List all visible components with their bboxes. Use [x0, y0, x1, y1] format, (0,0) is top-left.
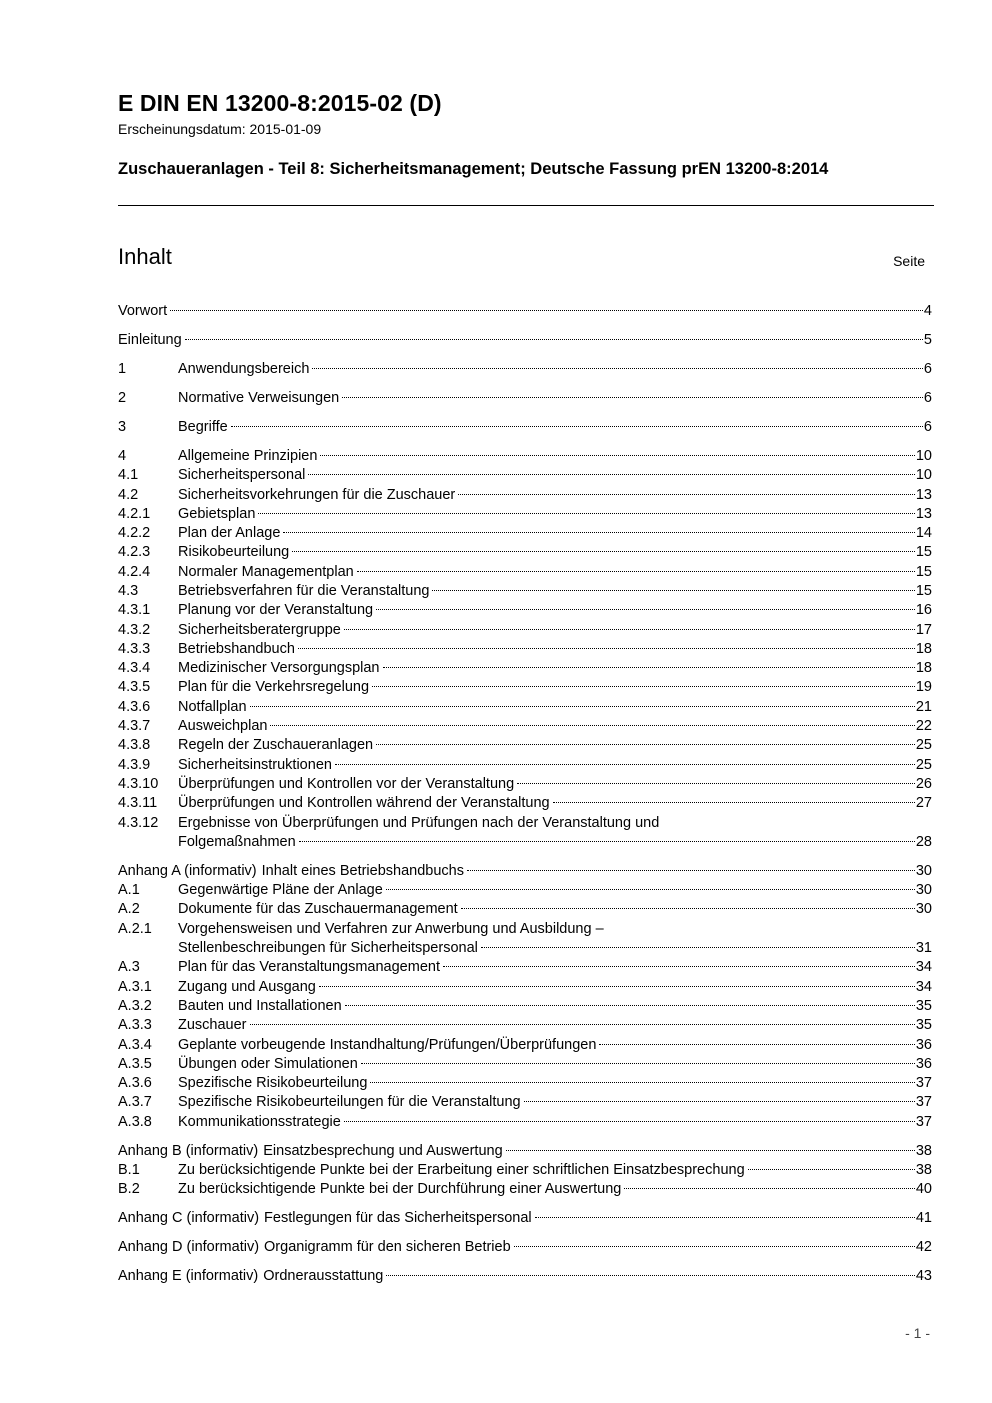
toc-entry-title: Anwendungsbereich: [178, 360, 310, 377]
toc-entry-number: A.3.7: [118, 1094, 152, 1111]
toc-entry[interactable]: [118, 543, 932, 562]
toc-entry-title: Zu berücksichtigende Punkte bei der Durchführung einer Auswertung: [178, 1181, 622, 1198]
toc-entry-number: 4.3: [118, 583, 139, 599]
toc-entry-title: Begriffe: [178, 418, 228, 435]
toc-entry-page: 15: [915, 563, 932, 580]
toc-entry[interactable]: [118, 920, 932, 959]
toc-entry-page: 34: [915, 978, 932, 995]
toc-entry-title: Zugang und Ausgang: [178, 978, 316, 995]
toc-entry-page: 38: [915, 1161, 932, 1178]
toc-entry-title: Regeln der Zuschaueranlagen: [178, 737, 374, 754]
toc-entry-page: 6: [923, 418, 932, 435]
toc-entry-page: 35: [915, 997, 932, 1014]
toc-entry[interactable]: [118, 505, 932, 524]
toc-entry-title: Ordnerausstattung: [263, 1268, 384, 1285]
dot-leader: [524, 1101, 915, 1102]
toc-entry-title: Inhalt eines Betriebshandbuchs: [261, 862, 464, 879]
toc-entry[interactable]: [118, 621, 932, 640]
toc-entry-page: 36: [915, 1055, 932, 1072]
toc-entry-title: Spezifische Risikobeurteilungen für die Veranstaltung: [178, 1094, 521, 1111]
dot-leader: [345, 1005, 915, 1006]
dot-leader: [386, 889, 915, 890]
toc-entry-title-continued: Stellenbeschreibungen für Sicherheitspersonal: [178, 940, 478, 957]
toc-entry-title: Kommunikationsstrategie: [178, 1113, 341, 1130]
toc-entry-number: A.3.5: [118, 1055, 152, 1072]
toc-entry-title: Einleitung: [118, 331, 182, 348]
toc-entry[interactable]: [118, 302, 932, 321]
toc-entry[interactable]: [118, 1055, 932, 1074]
toc-entry-number: B.1: [118, 1161, 140, 1178]
toc-entry-page: 22: [915, 718, 932, 735]
page-number: - 1 -: [905, 1325, 930, 1341]
toc-entry[interactable]: [118, 1180, 932, 1199]
toc-entry[interactable]: [118, 1016, 932, 1035]
toc-entry-number: B.2: [118, 1181, 140, 1198]
toc-entry[interactable]: [118, 640, 932, 659]
toc-entry-number: 4: [118, 447, 127, 464]
toc-entry[interactable]: [118, 1161, 932, 1180]
toc-entry[interactable]: [118, 1093, 932, 1112]
toc-entry-number: A.3.3: [118, 1017, 152, 1034]
toc-entry-title: Überprüfungen und Kontrollen während der Veranstaltung: [178, 795, 550, 812]
dot-leader: [461, 908, 915, 909]
toc-entry-number: 4.3.12: [118, 814, 159, 831]
toc-entry-page: 18: [915, 660, 932, 677]
dot-leader: [319, 986, 915, 987]
dot-leader: [458, 494, 915, 495]
dot-leader: [344, 629, 915, 630]
toc-entry-title: Plan für die Verkehrsregelung: [178, 679, 370, 696]
document-subtitle: Zuschaueranlagen - Teil 8: Sicherheitsmanagement; Deutsche Fassung prEN 13200-8:2014: [118, 160, 829, 178]
toc-entry[interactable]: [118, 756, 932, 775]
toc-entry-page: 34: [915, 959, 932, 976]
toc-entry-number: 2: [118, 389, 127, 406]
toc-entry[interactable]: [118, 486, 932, 505]
dot-leader: [250, 1024, 915, 1025]
dot-leader: [506, 1150, 915, 1151]
toc-entry-page: 37: [915, 1075, 932, 1092]
toc-entry-page: 5: [923, 331, 932, 348]
toc-entry-number: 4.2.3: [118, 544, 151, 561]
dot-leader: [292, 551, 915, 552]
annex-label: Anhang E (informativ): [118, 1268, 259, 1285]
toc-entry-title: Medizinischer Versorgungsplan: [178, 660, 380, 677]
toc-entry-number: 4.2: [118, 486, 139, 503]
dot-leader: [443, 966, 915, 967]
dot-leader: [250, 706, 915, 707]
toc-entry-page: 13: [915, 505, 932, 522]
toc-entry-title: Übungen oder Simulationen: [178, 1055, 358, 1072]
annex-label: Anhang D (informativ): [118, 1239, 260, 1256]
dot-leader: [370, 1082, 914, 1083]
dot-leader: [376, 609, 915, 610]
toc-entry[interactable]: [118, 447, 932, 466]
annex-label: Anhang A (informativ): [118, 862, 257, 879]
dot-leader: [231, 426, 923, 427]
toc-entry-page: 26: [915, 775, 932, 792]
table-of-contents: [118, 302, 932, 1287]
toc-entry-page: 35: [915, 1017, 932, 1034]
toc-entry-number: 4.3.4: [118, 660, 151, 677]
toc-entry-number: 4.3.9: [118, 756, 151, 773]
dot-leader: [553, 802, 915, 803]
toc-entry[interactable]: [118, 418, 932, 437]
toc-entry-page: 31: [915, 940, 932, 957]
toc-entry-page: 25: [915, 756, 932, 773]
toc-entry-number: 3: [118, 418, 127, 435]
toc-entry-page: 15: [915, 544, 932, 561]
dot-leader: [376, 744, 915, 745]
dot-leader: [170, 310, 923, 311]
toc-entry[interactable]: [118, 717, 932, 736]
toc-entry-title: Bauten und Installationen: [178, 997, 342, 1014]
toc-entry-number: A.2.1: [118, 920, 152, 937]
toc-entry-title: Allgemeine Prinzipien: [178, 447, 318, 464]
dot-leader: [357, 571, 915, 572]
toc-entry-title: Sicherheitsinstruktionen: [178, 756, 332, 773]
dot-leader: [361, 1063, 915, 1064]
toc-entry-title: Betriebshandbuch: [178, 640, 295, 657]
toc-entry-page: 15: [915, 583, 932, 599]
toc-entry[interactable]: [118, 978, 932, 997]
toc-entry[interactable]: [118, 582, 932, 601]
toc-entry-number: 1: [118, 360, 127, 377]
toc-entry-title: Spezifische Risikobeurteilung: [178, 1075, 368, 1092]
dot-leader: [624, 1188, 915, 1189]
dot-leader: [383, 667, 915, 668]
toc-entry[interactable]: [118, 659, 932, 678]
toc-entry-number: A.3.6: [118, 1075, 152, 1092]
toc-entry-title: Normaler Managementplan: [178, 563, 354, 580]
toc-entry[interactable]: [118, 775, 932, 794]
toc-entry-page: 36: [915, 1036, 932, 1053]
dot-leader: [432, 590, 914, 591]
toc-entry-number: 4.3.6: [118, 698, 151, 715]
toc-entry[interactable]: [118, 958, 932, 977]
dot-leader: [335, 764, 915, 765]
toc-entry-number: A.3.8: [118, 1113, 152, 1130]
toc-entry-page: 40: [915, 1181, 932, 1198]
document-title: E DIN EN 13200-8:2015-02 (D): [118, 90, 442, 116]
toc-heading: Inhalt: [118, 244, 172, 269]
toc-entry-page: 13: [915, 486, 932, 503]
toc-entry-page: 16: [915, 602, 932, 619]
toc-entry-title: Planung vor der Veranstaltung: [178, 602, 374, 619]
toc-entry-page: 28: [915, 833, 932, 850]
toc-entry-page: 19: [915, 679, 932, 696]
toc-entry-number: 4.3.8: [118, 737, 151, 754]
toc-entry-title: Ergebnisse von Überprüfungen und Prüfungen nach der Veranstaltung und: [178, 814, 660, 831]
toc-entry-title: Betriebsverfahren für die Veranstaltung: [178, 583, 430, 599]
toc-entry-title: Plan der Anlage: [178, 525, 281, 542]
toc-entry-page: 30: [915, 901, 932, 918]
toc-entry-page: 14: [915, 525, 932, 542]
toc-entry-page: 21: [915, 698, 932, 715]
toc-entry-number: A.3.2: [118, 997, 152, 1014]
toc-entry[interactable]: [118, 563, 932, 582]
toc-entry[interactable]: [118, 1209, 932, 1228]
toc-entry-title: Zuschauer: [178, 1017, 247, 1034]
toc-entry-number: 4.2.4: [118, 563, 151, 580]
dot-leader: [344, 1121, 915, 1122]
toc-entry[interactable]: [118, 881, 932, 900]
dot-leader: [298, 648, 915, 649]
dot-leader: [270, 725, 914, 726]
toc-entry-title: Sicherheitsvorkehrungen für die Zuschauer: [178, 486, 456, 503]
toc-entry-number: 4.3.11: [118, 795, 158, 812]
toc-entry-title: Dokumente für das Zuschauermanagement: [178, 901, 458, 918]
dot-leader: [386, 1275, 915, 1276]
toc-entry-number: 4.3.10: [118, 775, 159, 792]
toc-entry-page: 41: [915, 1210, 932, 1227]
toc-entry-title: Festlegungen für das Sicherheitspersonal: [264, 1210, 532, 1227]
dot-leader: [308, 474, 915, 475]
toc-entry[interactable]: [118, 997, 932, 1016]
annex-label: Anhang C (informativ): [118, 1210, 260, 1227]
toc-page-column-label: Seite: [893, 253, 925, 269]
toc-entry-title: Organigramm für den sicheren Betrieb: [264, 1239, 511, 1256]
toc-entry-title: Vorgehensweisen und Verfahren zur Anwerbung und Ausbildung –: [178, 920, 604, 937]
dot-leader: [372, 686, 915, 687]
toc-entry-number: A.1: [118, 882, 140, 899]
toc-entry[interactable]: [118, 466, 932, 485]
toc-entry-number: 4.2.1: [118, 505, 151, 522]
toc-entry-page: 43: [915, 1268, 932, 1285]
toc-entry[interactable]: [118, 601, 932, 620]
dot-leader: [283, 532, 914, 533]
annex-label: Anhang B (informativ): [118, 1142, 259, 1159]
toc-entry-title: Gebietsplan: [178, 505, 256, 522]
toc-entry-page: 30: [915, 862, 932, 879]
toc-entry-page: 38: [915, 1142, 932, 1159]
toc-entry-number: A.2: [118, 901, 140, 918]
toc-entry[interactable]: [118, 678, 932, 697]
toc-entry[interactable]: [118, 1267, 932, 1286]
toc-entry-title: Geplante vorbeugende Instandhaltung/Prüfungen/Überprüfungen: [178, 1036, 597, 1053]
toc-entry-number: 4.3.3: [118, 640, 151, 657]
toc-entry[interactable]: [118, 524, 932, 543]
dot-leader: [342, 397, 923, 398]
toc-entry-number: 4.3.7: [118, 718, 151, 735]
toc-entry-title: Risikobeurteilung: [178, 544, 290, 561]
title-divider: [118, 205, 934, 206]
dot-leader: [258, 513, 914, 514]
toc-entry[interactable]: [118, 862, 932, 881]
toc-entry-number: A.3.4: [118, 1036, 152, 1053]
toc-entry[interactable]: [118, 814, 932, 853]
toc-entry-page: 37: [915, 1113, 932, 1130]
toc-entry-page: 17: [915, 621, 932, 638]
toc-entry-number: A.3: [118, 959, 140, 976]
toc-entry-page: 10: [915, 467, 932, 484]
toc-entry-title: Vorwort: [118, 303, 168, 319]
dot-leader: [299, 841, 915, 842]
dot-leader: [517, 783, 915, 784]
toc-entry-title: Ausweichplan: [178, 718, 268, 735]
toc-entry[interactable]: [118, 794, 932, 813]
toc-entry-title: Überprüfungen und Kontrollen vor der Veranstaltung: [178, 775, 515, 792]
publication-date: Erscheinungsdatum: 2015-01-09: [118, 121, 322, 137]
dot-leader: [467, 870, 915, 871]
toc-entry-page: 42: [915, 1239, 932, 1256]
toc-entry[interactable]: [118, 360, 932, 379]
toc-entry-title: Notfallplan: [178, 698, 247, 715]
toc-entry-number: 4.3.1: [118, 602, 151, 619]
toc-entry-page: 4: [923, 303, 932, 319]
toc-entry-title: Zu berücksichtigende Punkte bei der Erarbeitung einer schriftlichen Einsatzbesprechung: [178, 1161, 745, 1178]
dot-leader: [185, 339, 923, 340]
toc-entry[interactable]: [118, 698, 932, 717]
dot-leader: [312, 368, 923, 369]
toc-entry-page: 25: [915, 737, 932, 754]
toc-entry-title: Gegenwärtige Pläne der Anlage: [178, 882, 383, 899]
toc-entry-number: 4.3.2: [118, 621, 151, 638]
toc-entry[interactable]: [118, 1142, 932, 1161]
dot-leader: [481, 947, 915, 948]
toc-entry[interactable]: [118, 389, 932, 408]
toc-entry-title: Normative Verweisungen: [178, 389, 340, 406]
toc-entry-page: 37: [915, 1094, 932, 1111]
toc-entry[interactable]: [118, 1074, 932, 1093]
dot-leader: [599, 1044, 914, 1045]
toc-entry-title: Plan für das Veranstaltungsmanagement: [178, 959, 440, 976]
toc-entry-page: 18: [915, 640, 932, 657]
toc-entry[interactable]: [118, 331, 932, 350]
dot-leader: [535, 1217, 915, 1218]
toc-entry-number: 4.2.2: [118, 525, 151, 542]
dot-leader: [320, 455, 914, 456]
toc-entry-number: 4.3.5: [118, 679, 151, 696]
dot-leader: [748, 1169, 915, 1170]
toc-entry-page: 6: [923, 389, 932, 406]
toc-entry-page: 10: [915, 447, 932, 464]
toc-entry-page: 6: [923, 360, 932, 377]
toc-entry[interactable]: [118, 900, 932, 919]
toc-entry-page: 30: [915, 882, 932, 899]
toc-entry-number: 4.1: [118, 467, 139, 484]
toc-entry-page: 27: [915, 795, 932, 812]
toc-entry[interactable]: [118, 1036, 932, 1055]
toc-entry-title: Sicherheitspersonal: [178, 467, 306, 484]
toc-entry-number: A.3.1: [118, 978, 152, 995]
toc-entry[interactable]: [118, 1113, 932, 1132]
toc-entry[interactable]: [118, 736, 932, 755]
toc-entry-title-continued: Folgemaßnahmen: [178, 833, 296, 850]
toc-entry-title: Sicherheitsberatergruppe: [178, 621, 341, 638]
toc-entry-title: Einsatzbesprechung und Auswertung: [263, 1142, 503, 1159]
dot-leader: [514, 1246, 915, 1247]
toc-entry[interactable]: [118, 1238, 932, 1257]
